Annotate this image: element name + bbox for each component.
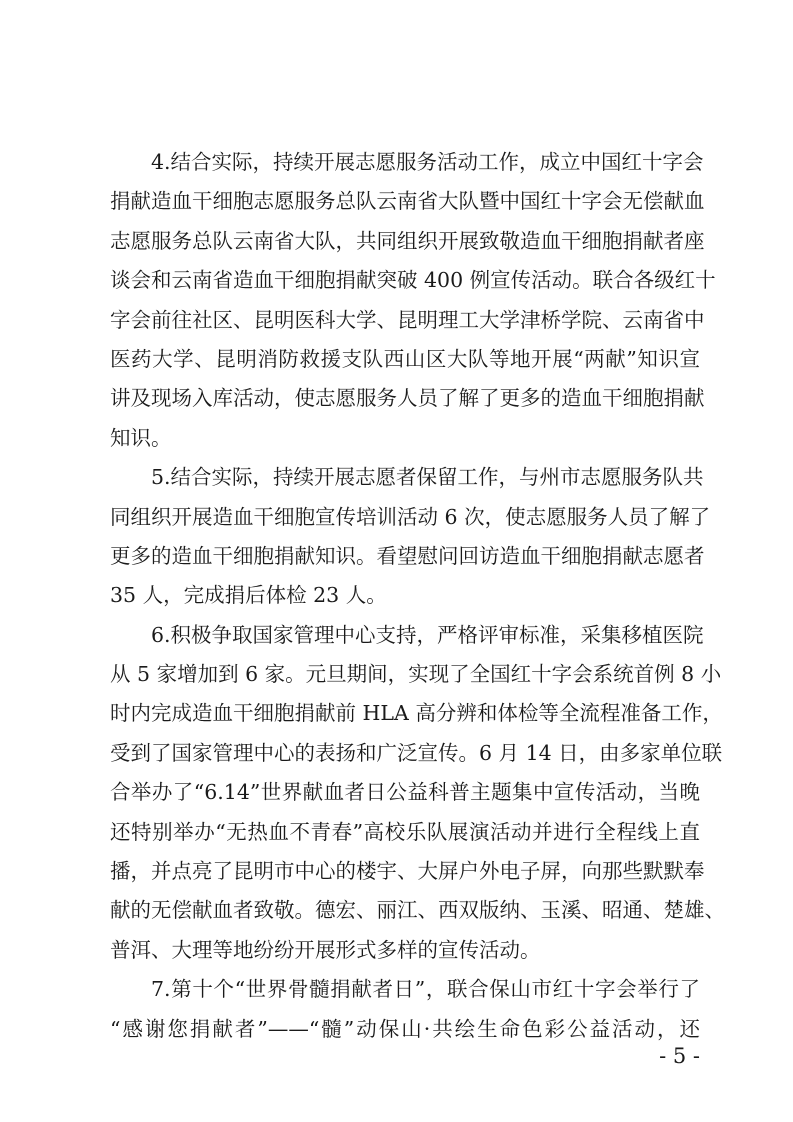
text-line: 受到了国家管理中心的表扬和广泛宣传。6 月 14 日，由多家单位联 xyxy=(110,740,723,765)
text-line: 6.积极争取国家管理中心支持，严格评审标准，采集移植医院 xyxy=(151,622,704,647)
text-line: 35 人，完成捐后体检 23 人。 xyxy=(110,583,387,608)
text-line: 普洱、大理等地纷纷开展形式多样的宣传活动。 xyxy=(110,937,541,962)
text-line: 更多的造血干细胞捐献知识。看望慰问回访造血干细胞捐献志愿者 xyxy=(110,543,705,568)
text-line: 献的无偿献血者致敬。德宏、丽江、西双版纳、玉溪、昭通、楚雄、 xyxy=(110,898,725,923)
text-line: 5.结合实际，持续开展志愿者保留工作，与州市志愿服务队共 xyxy=(151,465,704,490)
paragraph-5 xyxy=(110,458,711,616)
text-line: 播，并点亮了昆明市中心的楼宇、大屏户外电子屏，向那些默默奉 xyxy=(110,859,705,884)
text-line: 讲及现场入库活动，使志愿服务人员了解了更多的造血干细胞捐献 xyxy=(110,386,705,411)
page-number: - 5 - xyxy=(659,1044,700,1068)
text-line: 合举办了“6.14”世界献血者日公益科普主题集中宣传活动，当晚 xyxy=(110,780,700,805)
text-line: 捐献造血干细胞志愿服务总队云南省大队暨中国红十字会无偿献血 xyxy=(110,189,705,214)
paragraph-6 xyxy=(110,616,725,971)
paragraph-7 xyxy=(110,970,700,1049)
text-line: 谈会和云南省造血干细胞捐献突破 400 例宣传活动。联合各级红十 xyxy=(110,268,716,293)
text-line: 知识。 xyxy=(110,425,172,450)
document-body xyxy=(110,143,725,1049)
text-line: 时内完成造血干细胞捐献前 HLA 高分辨和体检等全流程准备工作， xyxy=(110,701,723,726)
text-line: 志愿服务总队云南省大队，共同组织开展致敬造血干细胞捐献者座 xyxy=(110,228,705,253)
paragraph-4 xyxy=(110,143,716,458)
text-line: 同组织开展造血干细胞宣传培训活动 6 次，使志愿服务人员了解了 xyxy=(110,504,711,529)
text-line: 从 5 家增加到 6 家。元旦期间，实现了全国红十字会系统首例 8 小 xyxy=(110,662,722,687)
text-line: 还特别举办“无热血不青春”高校乐队展演活动并进行全程线上直 xyxy=(110,819,700,844)
text-line: 医药大学、昆明消防救援支队西山区大队等地开展“两献”知识宣 xyxy=(110,346,700,371)
text-line: 4.结合实际，持续开展志愿服务活动工作，成立中国红十字会 xyxy=(151,150,704,174)
text-line: “感谢您捐献者”——“髓”动保山·共绘生命色彩公益活动，还 xyxy=(110,1016,700,1041)
text-line: 7.第十个“世界骨髓捐献者日”，联合保山市红十字会举行了 xyxy=(151,977,700,1002)
text-line: 字会前往社区、昆明医科大学、昆明理工大学津桥学院、云南省中 xyxy=(110,307,705,332)
